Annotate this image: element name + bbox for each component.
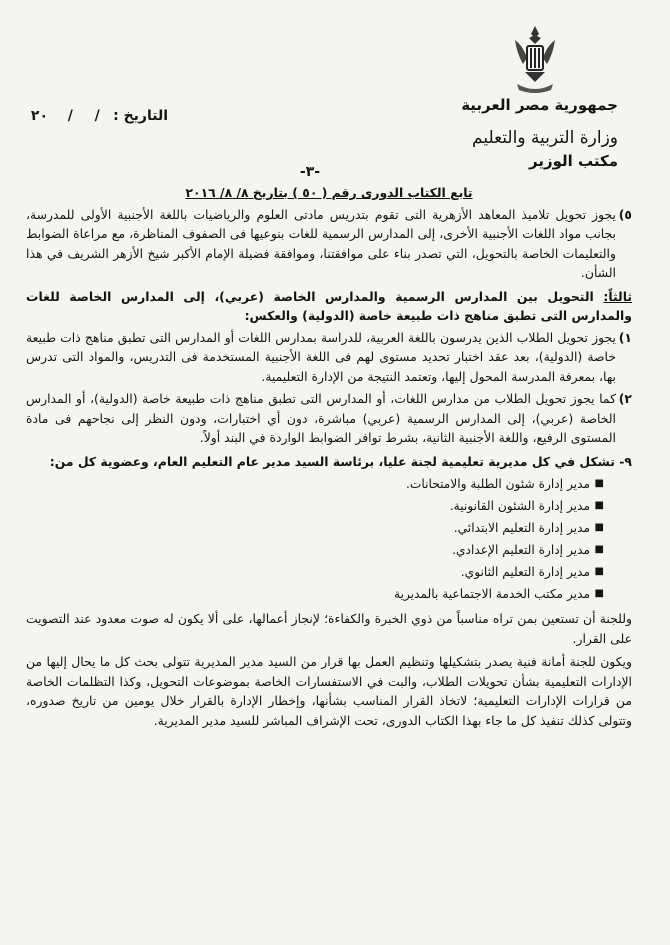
- item-number: ١): [618, 329, 632, 345]
- list-item: ■ مدير إدارة شئون الطلبة والامتحانات.: [26, 473, 604, 495]
- item-text: كما يجوز تحويل الطلاب من مدارس اللغات، أو المدارس التى تطبق مناهج ذات طبيعة خاصة (الدولية)، أو المدارس الخاصة (عربي)، إلى المدارس الرسمية (عربي) مباشرة، دون أي اختبارات، ودون النظر إلى نجاحهم فى مادة المستوى الرفيع، واللغة الأجنبية الثانية، بشرط توافر الضوابط الواردة في البند أولاً.: [26, 391, 616, 445]
- item-text: يجوز تحويل تلاميذ المعاهد الأزهرية التى تقوم بتدريس مادتى العلوم والرياضيات باللغة الأجنبية الأولى للمدرسة، بجانب مواد اللغات الأجنبية الأخرى، إلى المدارس الرسمية للغات بنوعيها فى الصفوف المناظرة، مع مراعاة الضوابط والتعليمات الخاصة بالتحويل، التي تصدر بناء على موافقتنا، وموافقة فضيلة الإمام الأكبر شيخ الأزهر الشريف في هذا الشأن.: [26, 206, 616, 280]
- letter-body: [26, 183, 632, 734]
- date-year: ٢٠: [30, 108, 49, 124]
- closing-paragraph: وللجنة أن تستعين بمن تراه مناسباً من ذوي الخبرة والكفاءة؛ لإنجاز أعمالها، على ألا يكون له صوت معدود عند التصويت على القرار.: [26, 611, 632, 646]
- section-label: ثالثاً:: [603, 288, 632, 304]
- bullet-icon: ■: [594, 478, 604, 489]
- item-number: ٢): [618, 391, 632, 406]
- list-item: ■ مدير مكتب الخدمة الاجتماعية بالمديرية: [26, 583, 604, 605]
- list-item: [26, 328, 632, 387]
- list-item: ■ مدير إدارة التعليم الابتدائي.: [26, 517, 604, 539]
- page-number: -٣-: [299, 164, 321, 180]
- bullet-icon: ■: [594, 500, 604, 511]
- bullet-icon: ■: [594, 566, 604, 577]
- list-item: [26, 389, 632, 448]
- ministry-name: وزارة التربية والتعليم: [472, 128, 618, 148]
- list-item: ■ مدير إدارة التعليم الثانوي.: [26, 561, 604, 583]
- country-name: جمهورية مصر العربية: [461, 96, 618, 114]
- section-3-title: [26, 287, 632, 326]
- bullet-icon: ■: [594, 544, 604, 555]
- section-heading: التحويل بين المدارس الرسمية والمدارس الخاصة (عربي)، إلى المدارس الخاصة للغات والمدارس التى تطبق مناهج ذات طبيعة خاصة (الدولية) والعكس:: [26, 288, 632, 323]
- date-separator: /: [67, 108, 73, 124]
- date-line: [18, 108, 168, 124]
- closing-paragraph: ويكون للجنة أمانة فنية يصدر بتشكيلها وتنظيم العمل بها قرار من السيد مدير المديرية تتولى بحث كل ما يحال إليها من الإدارات التعليمية بشأن تحويلات الطلاب، والبت في الاستفسارات الخاصة بموضوعات التحويل، وكذا التظلمات الخاصة من قرارات الإدارات التعليمية؛ لاتخاذ القرار المناسب بشأنها، وإخطار الإدارة بالقرار خلال يومين من تاريخ صدوره، وتتولى كذلك تنفيذ كل ما جاء بهذا الكتاب الدورى، تحت الإشراف المباشر للسيد مدير المديرية.: [26, 654, 632, 728]
- date-separator: /: [94, 108, 100, 124]
- section-label: ٩-: [619, 453, 632, 469]
- continuation-title: تابع الكتاب الدورى رقم ( ٥٠ ) بتاريخ ٨/ ٨/ ٢٠١٦: [185, 185, 473, 200]
- office-name: مكتب الوزير: [528, 152, 618, 170]
- paragraph-5: [26, 205, 632, 283]
- section-9-title: [26, 452, 632, 472]
- letterhead: [428, 96, 618, 170]
- bullet-icon: ■: [594, 588, 604, 599]
- date-label: التاريخ :: [113, 108, 168, 124]
- bullet-icon: ■: [594, 522, 604, 533]
- section-heading: تشكل في كل مديرية تعليمية لجنة عليا، برئاسة السيد مدير عام التعليم العام، وعضوية كل من:: [49, 453, 615, 469]
- eagle-emblem-icon: [509, 24, 561, 96]
- committee-members-list: [26, 473, 632, 605]
- list-item: ■ مدير إدارة التعليم الإعدادي.: [26, 539, 604, 561]
- list-item: ■ مدير إدارة الشئون القانونية.: [26, 495, 604, 517]
- item-text: يجوز تحويل الطلاب الذين يدرسون باللغة العربية، للدراسة بمدارس اللغات أو المدارس التى تطبق مناهج ذات طبيعة خاصة (الدولية)، بعد عقد اختبار تحديد مستوى لهم فى اللغة الأجنبية المستخدمة فى التدريس، والمواد التى تدرس بها، بمعرفة المدرسة المحول إليها، وتعتمد النتيجة من الإدارة التعليمية.: [26, 329, 616, 384]
- item-number: ٥): [618, 206, 632, 222]
